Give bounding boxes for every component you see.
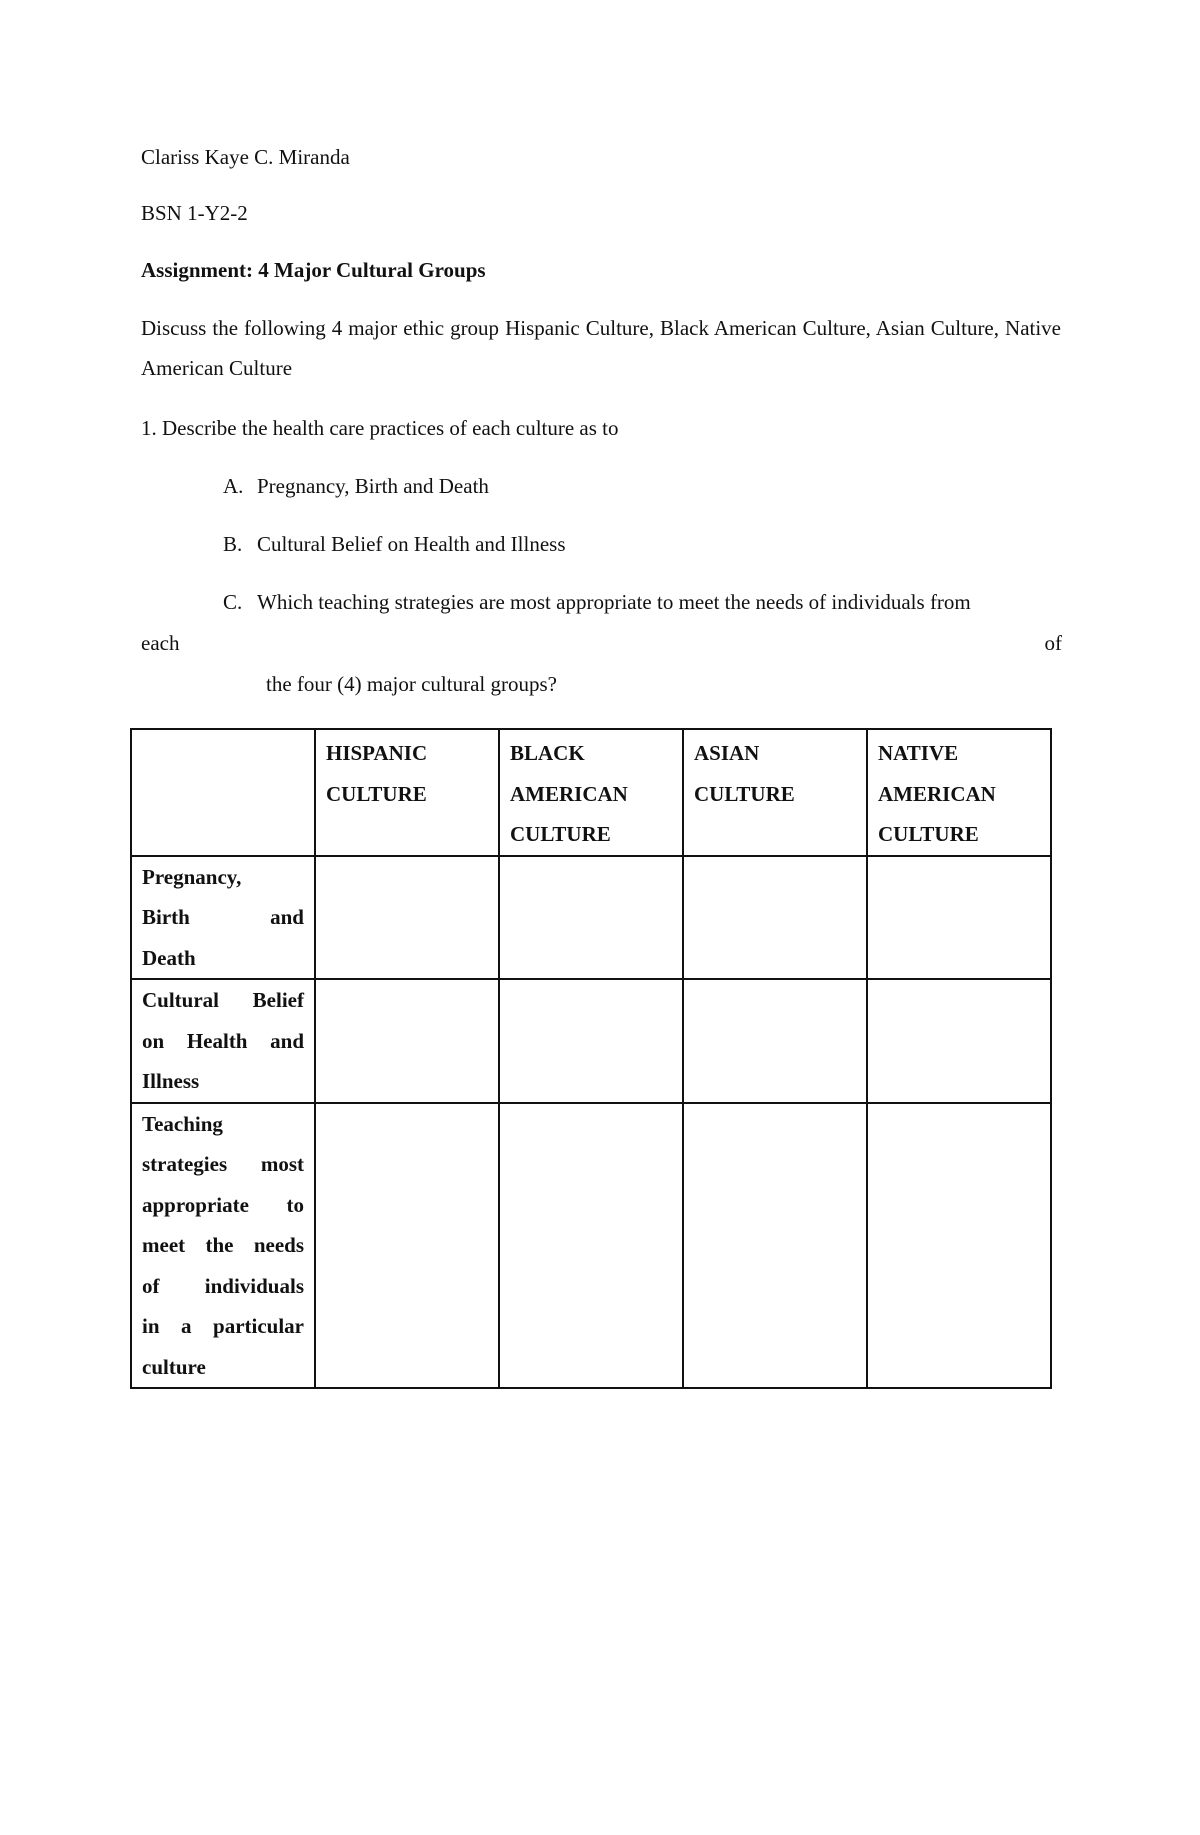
table-cell[interactable] [499,979,683,1103]
student-name: Clariss Kaye C. Miranda [141,145,350,169]
column-header-asian: ASIAN CULTURE [683,729,867,856]
table-cell[interactable] [315,856,499,980]
table-cell[interactable] [499,1103,683,1389]
table-header-row [131,729,1051,856]
continuation-right: of [1044,631,1062,655]
table-row [131,979,1051,1103]
table-cell[interactable] [867,856,1051,980]
table-cell[interactable] [683,1103,867,1389]
table-cell[interactable] [315,1103,499,1389]
table-cell[interactable] [867,979,1051,1103]
item-text: Pregnancy, Birth and Death [257,474,489,498]
item-letter: B. [223,532,243,556]
row-header-cultural-belief: Cultural Belief on Health and Illness [131,979,315,1103]
table-corner-cell [131,729,315,856]
intro-paragraph: Discuss the following 4 major ethic group Hispanic Culture, Black American Culture, Asian Culture, Native American Culture [141,316,1061,380]
column-header-native-american: NATIVE AMERICAN CULTURE [867,729,1051,856]
table-cell[interactable] [683,856,867,980]
item-text: Which teaching strategies are most appropriate to meet the needs of individuals from [257,590,971,614]
question-item-c [223,590,971,614]
assignment-title: Assignment: 4 Major Cultural Groups [141,258,486,282]
item-letter: A. [223,474,244,498]
row-header-teaching-strategies: Teaching strategies most appropriate to meet the needs of individuals in a particular culture [131,1103,315,1389]
student-section: BSN 1-Y2-2 [141,201,248,225]
item-letter: C. [223,590,243,614]
continuation-last: the four (4) major cultural groups? [266,672,557,696]
item-text: Cultural Belief on Health and Illness [257,532,566,556]
table-row [131,1103,1051,1389]
question-item-a [223,474,489,498]
table-cell[interactable] [683,979,867,1103]
table-cell[interactable] [867,1103,1051,1389]
row-header-pregnancy: Pregnancy, Birth and Death [131,856,315,980]
column-header-black-american: BLACK AMERICAN CULTURE [499,729,683,856]
culture-table [130,728,1052,1389]
column-header-hispanic: HISPANIC CULTURE [315,729,499,856]
table-cell[interactable] [499,856,683,980]
continuation-left: each [141,631,180,655]
question-main: 1. Describe the health care practices of each culture as to [141,416,619,440]
table-row [131,856,1051,980]
table-cell[interactable] [315,979,499,1103]
question-item-b [223,532,566,556]
